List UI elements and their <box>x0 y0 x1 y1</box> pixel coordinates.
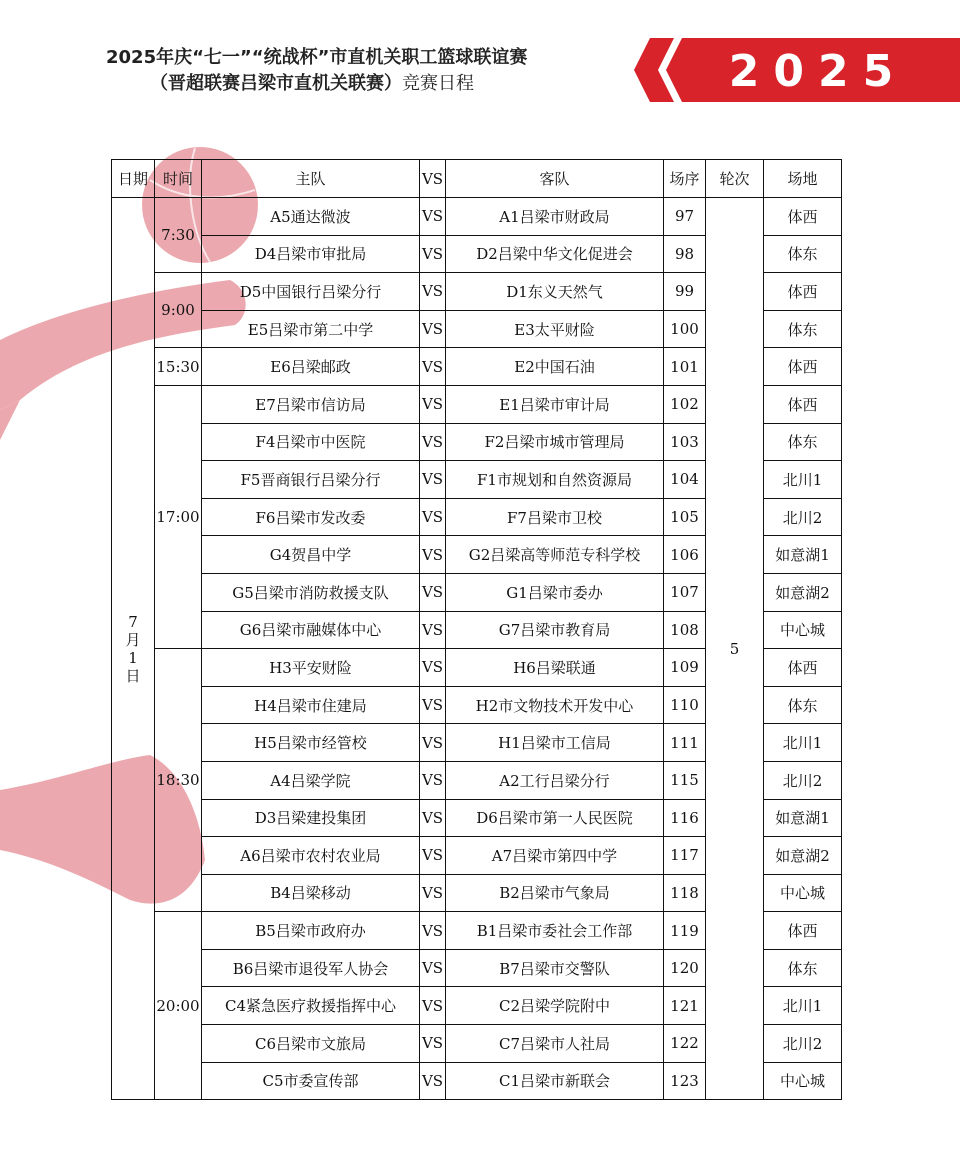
away-team-cell: A1吕梁市财政局 <box>446 198 664 236</box>
vs-cell: VS <box>420 1062 446 1100</box>
match-number-cell: 121 <box>664 987 706 1025</box>
home-team-cell: H3平安财险 <box>202 649 420 687</box>
match-number-cell: 119 <box>664 912 706 950</box>
away-team-cell: B1吕梁市委社会工作部 <box>446 912 664 950</box>
home-team-cell: F4吕梁市中医院 <box>202 423 420 461</box>
home-team-cell: F5晋商银行吕梁分行 <box>202 461 420 499</box>
vs-cell: VS <box>420 385 446 423</box>
home-team-cell: B6吕梁市退役军人协会 <box>202 949 420 987</box>
match-number-cell: 100 <box>664 310 706 348</box>
vs-cell: VS <box>420 498 446 536</box>
time-cell: 7:30 <box>155 198 202 273</box>
away-team-cell: G1吕梁市委办 <box>446 573 664 611</box>
venue-cell: 北川1 <box>764 461 842 499</box>
date-char: 1 <box>128 648 138 667</box>
venue-cell: 如意湖1 <box>764 536 842 574</box>
away-team-cell: A7吕梁市第四中学 <box>446 837 664 875</box>
match-number-cell: 111 <box>664 724 706 762</box>
vs-cell: VS <box>420 912 446 950</box>
header-venue: 场地 <box>764 160 842 198</box>
venue-cell: 中心城 <box>764 611 842 649</box>
match-number-cell: 115 <box>664 761 706 799</box>
away-team-cell: E1吕梁市审计局 <box>446 385 664 423</box>
away-team-cell: G7吕梁市教育局 <box>446 611 664 649</box>
home-team-cell: D5中国银行吕梁分行 <box>202 273 420 311</box>
away-team-cell: D1东义天然气 <box>446 273 664 311</box>
away-team-cell: D2吕梁中华文化促进会 <box>446 235 664 273</box>
venue-cell: 体东 <box>764 423 842 461</box>
header-match-no: 场序 <box>664 160 706 198</box>
date-char: 日 <box>125 666 141 685</box>
venue-cell: 体西 <box>764 385 842 423</box>
header-away: 客队 <box>446 160 664 198</box>
venue-cell: 体西 <box>764 649 842 687</box>
venue-cell: 体西 <box>764 912 842 950</box>
away-team-cell: E3太平财险 <box>446 310 664 348</box>
header-vs: VS <box>420 160 446 198</box>
header-home: 主队 <box>202 160 420 198</box>
home-team-cell: E5吕梁市第二中学 <box>202 310 420 348</box>
vs-cell: VS <box>420 348 446 386</box>
home-team-cell: F6吕梁市发改委 <box>202 498 420 536</box>
away-team-cell: F2吕梁市城市管理局 <box>446 423 664 461</box>
match-number-cell: 123 <box>664 1062 706 1100</box>
subtitle-schedule: 竞赛日程 <box>402 73 474 94</box>
match-number-cell: 101 <box>664 348 706 386</box>
vs-cell: VS <box>420 987 446 1025</box>
venue-cell: 体西 <box>764 348 842 386</box>
match-number-cell: 105 <box>664 498 706 536</box>
match-number-cell: 122 <box>664 1025 706 1063</box>
venue-cell: 体东 <box>764 686 842 724</box>
venue-cell: 体东 <box>764 235 842 273</box>
vs-cell: VS <box>420 423 446 461</box>
subtitle-league: （晋超联赛吕梁市直机关联赛） <box>150 73 402 94</box>
vs-cell: VS <box>420 799 446 837</box>
match-number-cell: 98 <box>664 235 706 273</box>
header-time: 时间 <box>155 160 202 198</box>
venue-cell: 中心城 <box>764 874 842 912</box>
time-cell: 18:30 <box>155 649 202 912</box>
match-number-cell: 106 <box>664 536 706 574</box>
match-number-cell: 107 <box>664 573 706 611</box>
match-number-cell: 116 <box>664 799 706 837</box>
away-team-cell: C1吕梁市新联会 <box>446 1062 664 1100</box>
home-team-cell: D4吕梁市审批局 <box>202 235 420 273</box>
date-char: 7 <box>128 612 138 631</box>
away-team-cell: H1吕梁市工信局 <box>446 724 664 762</box>
away-team-cell: H6吕梁联通 <box>446 649 664 687</box>
venue-cell: 北川2 <box>764 498 842 536</box>
year-banner <box>630 36 960 104</box>
match-number-cell: 110 <box>664 686 706 724</box>
venue-cell: 北川2 <box>764 1025 842 1063</box>
away-team-cell: C2吕梁学院附中 <box>446 987 664 1025</box>
time-cell: 9:00 <box>155 273 202 348</box>
home-team-cell: H4吕梁市住建局 <box>202 686 420 724</box>
time-cell: 15:30 <box>155 348 202 386</box>
away-team-cell: F7吕梁市卫校 <box>446 498 664 536</box>
home-team-cell: B5吕梁市政府办 <box>202 912 420 950</box>
home-team-cell: E6吕梁邮政 <box>202 348 420 386</box>
venue-cell: 体西 <box>764 198 842 236</box>
venue-cell: 中心城 <box>764 1062 842 1100</box>
vs-cell: VS <box>420 198 446 236</box>
vs-cell: VS <box>420 273 446 311</box>
venue-cell: 北川1 <box>764 987 842 1025</box>
venue-cell: 体西 <box>764 273 842 311</box>
home-team-cell: A6吕梁市农村农业局 <box>202 837 420 875</box>
vs-cell: VS <box>420 949 446 987</box>
vs-cell: VS <box>420 837 446 875</box>
home-team-cell: A5通达微波 <box>202 198 420 236</box>
venue-cell: 北川2 <box>764 761 842 799</box>
vs-cell: VS <box>420 1025 446 1063</box>
away-team-cell: C7吕梁市人社局 <box>446 1025 664 1063</box>
venue-cell: 如意湖2 <box>764 837 842 875</box>
venue-cell: 体东 <box>764 310 842 348</box>
home-team-cell: G6吕梁市融媒体中心 <box>202 611 420 649</box>
header-round: 轮次 <box>706 160 764 198</box>
time-cell: 17:00 <box>155 385 202 648</box>
home-team-cell: G5吕梁市消防救援支队 <box>202 573 420 611</box>
home-team-cell: G4贺昌中学 <box>202 536 420 574</box>
vs-cell: VS <box>420 724 446 762</box>
away-team-cell: G2吕梁高等师范专科学校 <box>446 536 664 574</box>
match-number-cell: 109 <box>664 649 706 687</box>
match-number-cell: 99 <box>664 273 706 311</box>
vs-cell: VS <box>420 235 446 273</box>
away-team-cell: E2中国石油 <box>446 348 664 386</box>
vs-cell: VS <box>420 573 446 611</box>
home-team-cell: A4吕梁学院 <box>202 761 420 799</box>
home-team-cell: H5吕梁市经管校 <box>202 724 420 762</box>
away-team-cell: D6吕梁市第一人民医院 <box>446 799 664 837</box>
date-char: 月 <box>125 630 141 649</box>
away-team-cell: B2吕梁市气象局 <box>446 874 664 912</box>
away-team-cell: B7吕梁市交警队 <box>446 949 664 987</box>
match-number-cell: 108 <box>664 611 706 649</box>
away-team-cell: H2市文物技术开发中心 <box>446 686 664 724</box>
page-title: 2025年庆“七一”“统战杯”市直机关职工篮球联谊赛 <box>106 47 528 68</box>
vs-cell: VS <box>420 874 446 912</box>
vs-cell: VS <box>420 611 446 649</box>
time-cell: 20:00 <box>155 912 202 1100</box>
match-number-cell: 118 <box>664 874 706 912</box>
home-team-cell: E7吕梁市信访局 <box>202 385 420 423</box>
home-team-cell: C5市委宣传部 <box>202 1062 420 1100</box>
vs-cell: VS <box>420 761 446 799</box>
header-date: 日期 <box>112 160 155 198</box>
schedule-table <box>111 159 842 1100</box>
match-number-cell: 102 <box>664 385 706 423</box>
match-number-cell: 97 <box>664 198 706 236</box>
vs-cell: VS <box>420 686 446 724</box>
vs-cell: VS <box>420 461 446 499</box>
match-number-cell: 103 <box>664 423 706 461</box>
date-cell <box>112 198 155 1100</box>
home-team-cell: C4紧急医疗救援指挥中心 <box>202 987 420 1025</box>
vs-cell: VS <box>420 536 446 574</box>
venue-cell: 如意湖2 <box>764 573 842 611</box>
match-number-cell: 104 <box>664 461 706 499</box>
table-header-row <box>112 160 842 198</box>
match-number-cell: 117 <box>664 837 706 875</box>
page-subtitle <box>150 70 474 98</box>
home-team-cell: C6吕梁市文旅局 <box>202 1025 420 1063</box>
venue-cell: 北川1 <box>764 724 842 762</box>
venue-cell: 体东 <box>764 949 842 987</box>
home-team-cell: B4吕梁移动 <box>202 874 420 912</box>
home-team-cell: D3吕梁建投集团 <box>202 799 420 837</box>
round-cell: 5 <box>706 198 764 1100</box>
vs-cell: VS <box>420 649 446 687</box>
venue-cell: 如意湖1 <box>764 799 842 837</box>
banner-year-text: 2025 <box>728 46 908 97</box>
away-team-cell: F1市规划和自然资源局 <box>446 461 664 499</box>
table-row <box>112 198 842 236</box>
vs-cell: VS <box>420 310 446 348</box>
away-team-cell: A2工行吕梁分行 <box>446 761 664 799</box>
match-number-cell: 120 <box>664 949 706 987</box>
